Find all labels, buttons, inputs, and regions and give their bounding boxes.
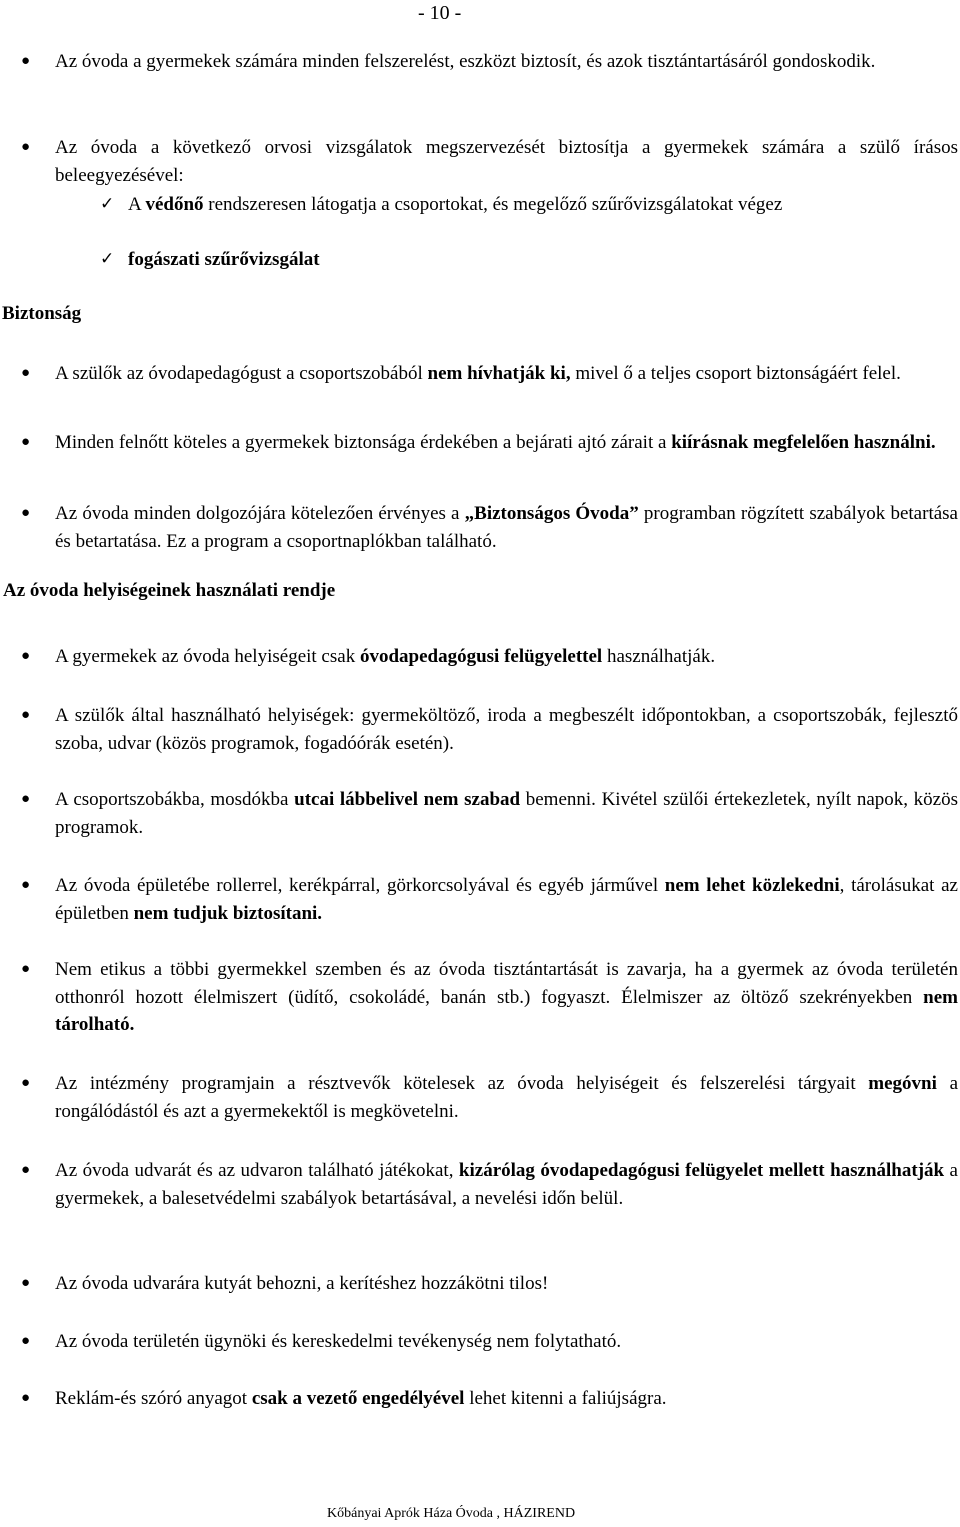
section-heading-rooms: Az óvoda helyiségeinek használati rendje xyxy=(3,580,336,601)
bullet-icon: ● xyxy=(21,1162,31,1178)
bullet-icon: ● xyxy=(21,1075,31,1091)
bullet-icon: ● xyxy=(21,1275,31,1291)
list-item xyxy=(21,134,958,189)
bullet-icon: ● xyxy=(21,707,31,723)
bullet-icon: ● xyxy=(21,1333,31,1349)
list-item: ● A szülők az óvodapedagógust a csoportszobából nem hívhatják ki, mivel ő a teljes csoport biztonságáért felel. xyxy=(55,360,958,388)
bullet-icon: ● xyxy=(21,791,31,807)
list-item: ● A csoportszobákba, mosdókba utcai lábbelivel nem szabad bemenni. Kivétel szülői értekezletek, nyílt napok, közös programok. xyxy=(55,786,958,841)
list-item: ● Az óvoda udvarára kutyát behozni, a kerítéshez hozzákötni tilos! xyxy=(55,1270,958,1298)
list-item: ● Az óvoda területén ügynöki és kereskedelmi tevékenység nem folytatható. xyxy=(55,1328,958,1356)
check-item: ✓ A védőnő rendszeresen látogatja a csoportokat, és megelőző szűrővizsgálatokat végez xyxy=(128,191,956,219)
bullet-icon: ● xyxy=(21,1390,31,1406)
bullet-icon: ● xyxy=(21,53,31,69)
bullet-icon: ● xyxy=(21,648,31,664)
list-item xyxy=(21,48,958,76)
list-item: ● Az intézmény programjain a résztvevők kötelesek az óvoda helyiségeit és felszerelési tárgyait megóvni a rongálódástól és azt a gyermekektől is megkövetelni. xyxy=(55,1070,958,1125)
list-item: ● Az óvoda minden dolgozójára kötelezően érvényes a „Biztonságos Óvoda” programban rögzített szabályok betartása és betartatása. Ez a program a csoportnaplókban található. xyxy=(55,500,958,555)
check-item xyxy=(100,246,956,274)
list-item: ● Az óvoda épületébe rollerrel, kerékpárral, görkorcsolyával és egyéb járművel nem lehet közlekedni, tárolásukat az épületben nem tudjuk biztosítani. xyxy=(55,872,958,927)
list-item: ● A gyermekek az óvoda helyiségeit csak óvodapedagógusi felügyelettel használhatják. xyxy=(55,643,958,671)
list-item: ● Minden felnőtt köteles a gyermekek biztonsága érdekében a bejárati ajtó zárait a kiírásnak megfelelően használni. xyxy=(55,429,958,457)
bullet-icon: ● xyxy=(21,505,31,521)
checkmark-icon: ✓ xyxy=(100,194,115,214)
bullet-icon: ● xyxy=(21,365,31,381)
list-item: ● A szülők által használható helyiségek: gyermeköltöző, iroda a megbeszélt időpontokban, a csoportszobák, fejlesztő szoba, udvar (közös programok, fogadóórák esetén). xyxy=(55,702,958,757)
check-item-bold: védőnő xyxy=(145,194,204,215)
bullet-icon: ● xyxy=(21,139,31,155)
list-item-text: Az óvoda a következő orvosi vizsgálatok megszervezését biztosítja a gyermekek számára a szülő írásos beleegyezésével: xyxy=(55,137,958,186)
section-heading-safety: Biztonság xyxy=(2,303,82,324)
page-footer: Kőbányai Aprók Háza Óvoda , HÁZIREND xyxy=(327,1506,576,1521)
check-item-bold: fogászati szűrővizsgálat xyxy=(128,249,320,270)
checkmark-icon: ✓ xyxy=(100,249,115,269)
list-item: ● Reklám-és szóró anyagot csak a vezető engedélyével lehet kitenni a faliújságra. xyxy=(55,1385,958,1413)
list-item: ● Az óvoda udvarát és az udvaron található játékokat, kizárólag óvodapedagógusi felügyelet mellett használhatják a gyermekek, a balesetvédelmi szabályok betartásával, a nevelési időn belül. xyxy=(55,1157,958,1212)
bullet-icon: ● xyxy=(21,961,31,977)
list-item-text: Az óvoda a gyermekek számára minden felszerelést, eszközt biztosít, és azok tisztántartásáról gondoskodik. xyxy=(55,51,876,72)
page-number: - 10 - xyxy=(418,2,462,24)
list-item: ● Nem etikus a többi gyermekkel szemben és az óvoda tisztántartását is zavarja, ha a gyermek az óvoda területén otthonról hozott élelmiszert (üdítő, csokoládé, banán stb.) fogyaszt. Élelmiszer az öltöző szekrényekben nem tárolható. xyxy=(55,956,958,1039)
bullet-icon: ● xyxy=(21,877,31,893)
bullet-icon: ● xyxy=(21,434,31,450)
